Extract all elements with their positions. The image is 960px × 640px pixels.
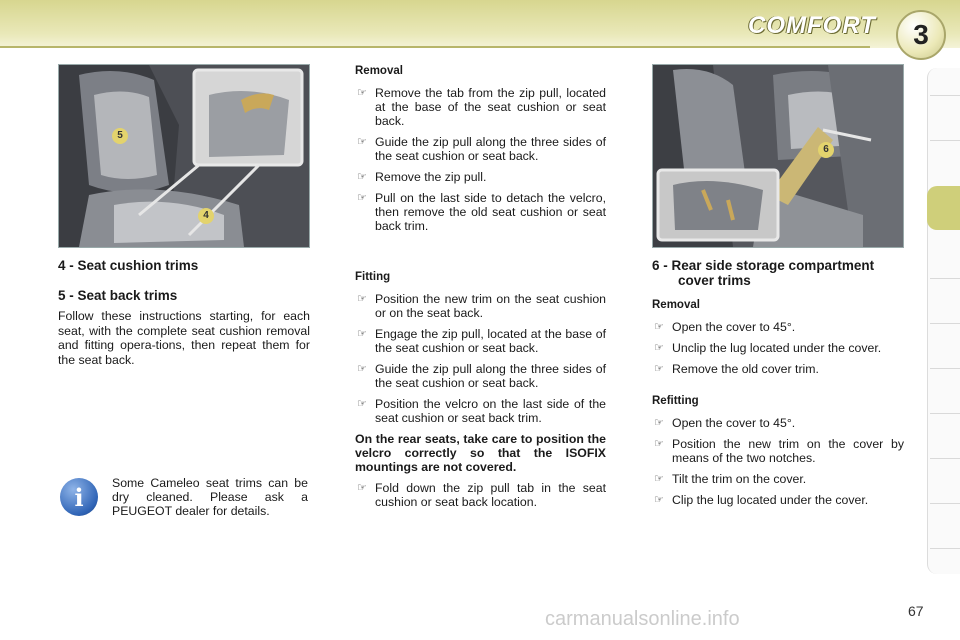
pointing-hand-icon: ☞ [357,398,367,410]
list-item [652,341,904,355]
middle-column-removal [355,64,606,240]
list-item-text: Position the velcro on the last side of the seat cushion or seat back trim. [375,397,606,425]
pointing-hand-icon: ☞ [357,328,367,340]
callout-label: 5 [112,128,128,144]
intro-text: Follow these instructions starting, for each seat, with the complete seat cushion removal and fitting opera-tions, then repeat them for the seat back. [58,309,310,367]
pointing-hand-icon: ☞ [654,363,664,375]
list-item-text: Open the cover to 45°. [672,416,796,430]
pointing-hand-icon: ☞ [654,438,664,450]
list-item [652,320,904,334]
chapter-tab-divider [930,323,960,324]
list-item-text: Remove the old cover trim. [672,362,819,376]
left-column [58,258,310,367]
refitting-title: Refitting [652,395,699,407]
chapter-tab-divider [930,368,960,369]
header-divider [0,46,870,48]
pointing-hand-icon: ☞ [654,494,664,506]
list-item-text: Guide the zip pull along the three sides of the seat cushion or seat back. [375,362,606,390]
list-item [355,170,606,184]
watermark: carmanualsonline.info [545,608,740,630]
info-note-text: Some Cameleo seat trims can be dry cleaned. Please ask a PEUGEOT dealer for details. [112,476,308,518]
middle-column-fitting [355,270,606,516]
list-item-text: Clip the lug located under the cover. [672,493,869,507]
heading-rear-storage-trims: 6 - Rear side storage compartment cover trims [652,258,875,288]
list-item-text: Pull on the last side to detach the velcro, then remove the old seat cushion or seat back trim. [375,191,606,233]
chapter-tab-divider [930,140,960,141]
chapter-tab-divider [930,413,960,414]
callout-label: 4 [198,208,214,224]
callout-6 [818,142,838,160]
list-item [355,86,606,128]
pointing-hand-icon: ☞ [357,171,367,183]
chapter-tab-active[interactable] [927,186,960,230]
heading-seat-back-trims: 5 - Seat back trims [58,288,178,303]
list-item [355,362,606,390]
list-item [355,397,606,425]
pointing-hand-icon: ☞ [357,293,367,305]
isofix-warning: On the rear seats, take care to position the velcro correctly so that the ISOFIX mountings are not covered. [355,432,606,474]
list-item-text: Position the new trim on the seat cushion or on the seat back. [375,292,606,320]
pointing-hand-icon: ☞ [654,417,664,429]
pointing-hand-icon: ☞ [357,136,367,148]
right-column [652,258,904,514]
callout-5 [112,128,132,146]
pointing-hand-icon: ☞ [357,192,367,204]
chapter-number-badge: 3 [896,10,946,60]
list-item-text: Tilt the trim on the cover. [672,472,807,486]
chapter-tab-divider [930,458,960,459]
page-number: 67 [908,603,924,619]
list-item [355,135,606,163]
pointing-hand-icon: ☞ [357,482,367,494]
list-item [355,327,606,355]
list-item [652,362,904,376]
chapter-tabs [927,68,960,574]
list-item-text: Guide the zip pull along the three sides of the seat cushion or seat back. [375,135,606,163]
list-item [652,472,904,486]
pointing-hand-icon: ☞ [654,342,664,354]
list-item [355,481,606,509]
list-item-text: Fold down the zip pull tab in the seat cushion or seat back location. [375,481,606,509]
list-item-text: Position the new trim on the cover by means of the two notches. [672,437,904,465]
list-item [355,292,606,320]
list-item-text: Open the cover to 45°. [672,320,796,334]
heading-seat-cushion-trims: 4 - Seat cushion trims [58,258,199,273]
chapter-tab-divider [930,548,960,549]
list-item-text: Unclip the lug located under the cover. [672,341,882,355]
seat-photo [58,64,310,248]
chapter-tab-divider [930,95,960,96]
info-note [112,476,308,518]
list-item-text: Remove the zip pull. [375,170,487,184]
chapter-tab-divider [930,503,960,504]
callout-label: 6 [818,142,834,158]
fitting-title: Fitting [355,271,391,283]
storage-photo [652,64,904,248]
pointing-hand-icon: ☞ [357,87,367,99]
list-item [652,437,904,465]
removal-title: Removal [652,299,700,311]
list-item [652,416,904,430]
pointing-hand-icon: ☞ [654,473,664,485]
list-item [652,493,904,507]
info-icon: i [60,478,98,516]
list-item-text: Remove the tab from the zip pull, located at the base of the seat cushion or seat back. [375,86,606,128]
pointing-hand-icon: ☞ [357,363,367,375]
pointing-hand-icon: ☞ [654,321,664,333]
chapter-title: COMFORT [748,12,876,39]
callout-4 [198,208,218,226]
removal-title: Removal [355,65,403,77]
list-item [355,191,606,233]
chapter-tab-divider [930,278,960,279]
list-item-text: Engage the zip pull, located at the base of the seat cushion or seat back. [375,327,606,355]
